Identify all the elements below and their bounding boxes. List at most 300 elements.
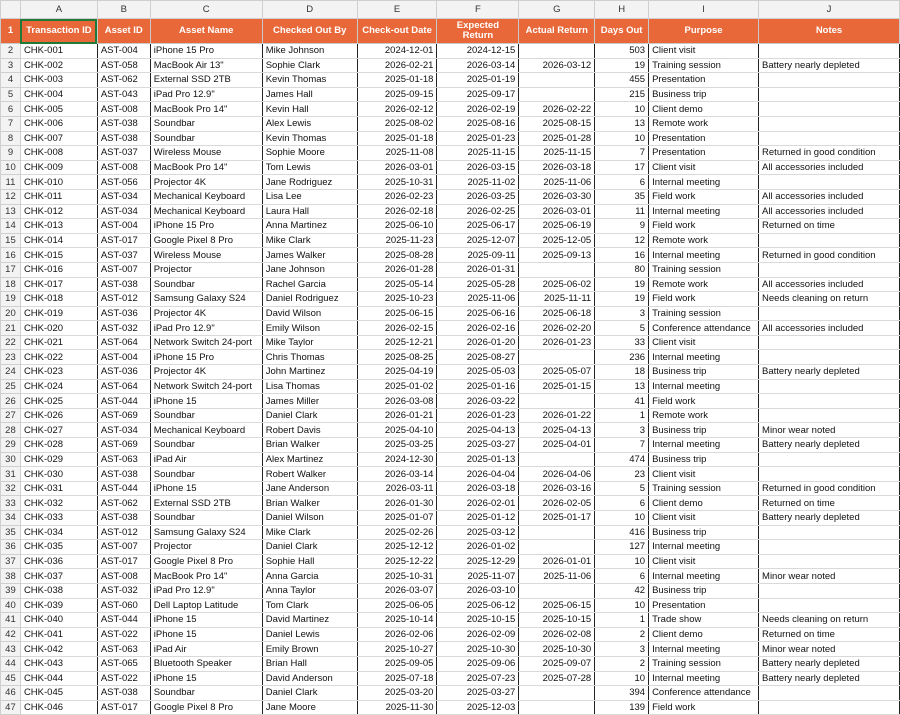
cell[interactable]: Presentation — [649, 598, 759, 613]
row-number[interactable]: 42 — [1, 627, 21, 642]
cell[interactable]: 2025-10-15 — [437, 613, 519, 628]
column-letter-g[interactable]: G — [519, 1, 595, 19]
cell[interactable]: 10 — [595, 102, 649, 117]
cell[interactable]: 2025-05-28 — [437, 277, 519, 292]
cell[interactable]: 2025-11-02 — [437, 175, 519, 190]
cell[interactable]: 394 — [595, 686, 649, 701]
cell[interactable]: Dell Laptop Latitude — [150, 598, 262, 613]
cell[interactable]: AST-004 — [97, 44, 150, 59]
cell[interactable]: Conference attendance — [649, 686, 759, 701]
header-cell[interactable]: Purpose — [649, 19, 759, 44]
cell[interactable]: Soundbar — [150, 408, 262, 423]
header-cell[interactable]: Check-out Date — [357, 19, 437, 44]
row-number[interactable]: 6 — [1, 102, 21, 117]
row-number[interactable]: 37 — [1, 554, 21, 569]
cell[interactable]: 2026-01-31 — [437, 262, 519, 277]
cell[interactable]: 127 — [595, 540, 649, 555]
cell[interactable]: Remote work — [649, 277, 759, 292]
row-number[interactable]: 27 — [1, 408, 21, 423]
cell[interactable]: iPad Pro 12.9" — [150, 87, 262, 102]
row-number[interactable]: 4 — [1, 73, 21, 88]
cell[interactable] — [759, 131, 900, 146]
cell[interactable]: Projector 4K — [150, 306, 262, 321]
cell[interactable]: AST-004 — [97, 219, 150, 234]
cell[interactable]: Brian Walker — [262, 496, 357, 511]
cell[interactable]: CHK-004 — [20, 87, 97, 102]
header-cell[interactable]: Asset ID — [97, 19, 150, 44]
cell[interactable] — [519, 350, 595, 365]
cell[interactable]: Internal meeting — [649, 671, 759, 686]
cell[interactable]: 2025-12-22 — [357, 554, 437, 569]
cell[interactable]: AST-056 — [97, 175, 150, 190]
cell[interactable] — [759, 116, 900, 131]
cell[interactable]: CHK-021 — [20, 335, 97, 350]
cell[interactable]: External SSD 2TB — [150, 73, 262, 88]
cell[interactable]: Internal meeting — [649, 379, 759, 394]
cell[interactable]: CHK-003 — [20, 73, 97, 88]
cell[interactable]: 2026-02-20 — [519, 321, 595, 336]
cell[interactable]: CHK-008 — [20, 146, 97, 161]
cell[interactable]: 2026-02-05 — [519, 496, 595, 511]
cell[interactable]: AST-012 — [97, 525, 150, 540]
cell[interactable]: Jane Rodriguez — [262, 175, 357, 190]
cell[interactable]: 2026-03-11 — [357, 481, 437, 496]
cell[interactable]: 2026-02-22 — [519, 102, 595, 117]
cell[interactable]: AST-034 — [97, 204, 150, 219]
row-number[interactable]: 12 — [1, 189, 21, 204]
row-number[interactable]: 10 — [1, 160, 21, 175]
cell[interactable]: CHK-030 — [20, 467, 97, 482]
cell[interactable]: Projector — [150, 540, 262, 555]
header-cell[interactable]: Checked Out By — [262, 19, 357, 44]
cell[interactable]: 2026-03-10 — [437, 583, 519, 598]
cell[interactable]: iPhone 15 Pro — [150, 219, 262, 234]
cell[interactable]: Client visit — [649, 160, 759, 175]
cell[interactable]: 33 — [595, 335, 649, 350]
cell[interactable]: 2025-06-15 — [357, 306, 437, 321]
cell[interactable]: CHK-044 — [20, 671, 97, 686]
cell[interactable]: Mike Clark — [262, 525, 357, 540]
cell[interactable]: Daniel Clark — [262, 540, 357, 555]
header-cell[interactable]: Actual Return — [519, 19, 595, 44]
cell[interactable]: David Anderson — [262, 671, 357, 686]
cell[interactable]: Conference attendance — [649, 321, 759, 336]
cell[interactable]: Soundbar — [150, 277, 262, 292]
cell[interactable]: 2026-02-16 — [437, 321, 519, 336]
cell[interactable]: David Martinez — [262, 613, 357, 628]
cell[interactable]: 2025-11-15 — [519, 146, 595, 161]
cell[interactable]: 80 — [595, 262, 649, 277]
cell[interactable]: 2025-06-16 — [437, 306, 519, 321]
cell[interactable]: 2025-05-07 — [519, 365, 595, 380]
cell[interactable]: 2025-11-07 — [437, 569, 519, 584]
cell[interactable]: 2025-01-23 — [437, 131, 519, 146]
cell[interactable]: Returned on time — [759, 627, 900, 642]
cell[interactable]: Returned in good condition — [759, 481, 900, 496]
cell[interactable] — [759, 262, 900, 277]
row-number[interactable]: 31 — [1, 467, 21, 482]
cell[interactable]: All accessories included — [759, 160, 900, 175]
header-cell[interactable]: Transaction ID — [20, 19, 97, 44]
cell[interactable]: 2025-07-18 — [357, 671, 437, 686]
cell[interactable]: 2026-02-21 — [357, 58, 437, 73]
cell[interactable]: Client demo — [649, 102, 759, 117]
cell[interactable]: Wireless Mouse — [150, 248, 262, 263]
cell[interactable]: 2025-10-23 — [357, 292, 437, 307]
cell[interactable]: 2026-02-09 — [437, 627, 519, 642]
cell[interactable]: Anna Martinez — [262, 219, 357, 234]
row-number[interactable]: 5 — [1, 87, 21, 102]
cell[interactable]: 2025-01-19 — [437, 73, 519, 88]
cell[interactable]: Internal meeting — [649, 642, 759, 657]
cell[interactable]: Returned in good condition — [759, 248, 900, 263]
cell[interactable] — [759, 540, 900, 555]
cell[interactable]: iPhone 15 Pro — [150, 44, 262, 59]
cell[interactable]: 2025-01-17 — [519, 511, 595, 526]
cell[interactable]: 2025-12-12 — [357, 540, 437, 555]
cell[interactable]: 455 — [595, 73, 649, 88]
row-number[interactable]: 25 — [1, 379, 21, 394]
cell[interactable]: Lisa Thomas — [262, 379, 357, 394]
cell[interactable]: AST-037 — [97, 146, 150, 161]
cell[interactable]: 18 — [595, 365, 649, 380]
cell[interactable]: 2026-01-28 — [357, 262, 437, 277]
cell[interactable]: AST-036 — [97, 306, 150, 321]
cell[interactable]: Business trip — [649, 525, 759, 540]
cell[interactable]: 2025-06-10 — [357, 219, 437, 234]
cell[interactable]: 2025-11-08 — [357, 146, 437, 161]
cell[interactable] — [519, 686, 595, 701]
cell[interactable]: Anna Garcia — [262, 569, 357, 584]
cell[interactable]: CHK-043 — [20, 656, 97, 671]
cell[interactable]: Mike Clark — [262, 233, 357, 248]
cell[interactable]: 2026-01-02 — [437, 540, 519, 555]
cell[interactable] — [759, 598, 900, 613]
cell[interactable]: iPad Air — [150, 452, 262, 467]
cell[interactable]: CHK-019 — [20, 306, 97, 321]
cell[interactable]: CHK-038 — [20, 583, 97, 598]
cell[interactable]: 2026-02-01 — [437, 496, 519, 511]
cell[interactable]: iPhone 15 — [150, 613, 262, 628]
row-number[interactable]: 26 — [1, 394, 21, 409]
cell[interactable]: 2026-01-23 — [519, 335, 595, 350]
cell[interactable] — [759, 306, 900, 321]
cell[interactable]: 6 — [595, 175, 649, 190]
cell[interactable]: AST-069 — [97, 408, 150, 423]
cell[interactable]: AST-037 — [97, 248, 150, 263]
cell[interactable]: CHK-001 — [20, 44, 97, 59]
cell[interactable] — [519, 700, 595, 715]
cell[interactable] — [519, 525, 595, 540]
header-cell[interactable]: Asset Name — [150, 19, 262, 44]
row-number[interactable]: 32 — [1, 481, 21, 496]
cell[interactable]: 2025-01-12 — [437, 511, 519, 526]
cell[interactable]: Business trip — [649, 452, 759, 467]
row-number[interactable]: 8 — [1, 131, 21, 146]
cell[interactable] — [759, 87, 900, 102]
cell[interactable]: MacBook Pro 14" — [150, 102, 262, 117]
cell[interactable]: Returned on time — [759, 219, 900, 234]
cell[interactable]: 10 — [595, 671, 649, 686]
cell[interactable]: 2025-05-03 — [437, 365, 519, 380]
cell[interactable]: CHK-039 — [20, 598, 97, 613]
cell[interactable]: Presentation — [649, 146, 759, 161]
cell[interactable]: 2026-01-22 — [519, 408, 595, 423]
cell[interactable]: 2025-11-06 — [437, 292, 519, 307]
row-number[interactable]: 7 — [1, 116, 21, 131]
cell[interactable]: 2 — [595, 656, 649, 671]
row-number[interactable]: 21 — [1, 321, 21, 336]
cell[interactable]: AST-038 — [97, 277, 150, 292]
cell[interactable]: External SSD 2TB — [150, 496, 262, 511]
cell[interactable]: Needs cleaning on return — [759, 292, 900, 307]
cell[interactable]: AST-065 — [97, 656, 150, 671]
cell[interactable]: CHK-020 — [20, 321, 97, 336]
cell[interactable]: Training session — [649, 656, 759, 671]
cell[interactable]: Brian Walker — [262, 438, 357, 453]
cell[interactable]: CHK-010 — [20, 175, 97, 190]
row-number[interactable]: 19 — [1, 292, 21, 307]
cell[interactable]: John Martinez — [262, 365, 357, 380]
cell[interactable]: CHK-033 — [20, 511, 97, 526]
cell[interactable]: AST-038 — [97, 686, 150, 701]
cell[interactable]: 12 — [595, 233, 649, 248]
cell[interactable]: AST-069 — [97, 438, 150, 453]
cell[interactable]: Field work — [649, 189, 759, 204]
row-number[interactable]: 23 — [1, 350, 21, 365]
cell[interactable]: Sophie Hall — [262, 554, 357, 569]
row-number[interactable]: 11 — [1, 175, 21, 190]
cell[interactable]: Network Switch 24-port — [150, 335, 262, 350]
cell[interactable]: Client visit — [649, 511, 759, 526]
cell[interactable]: 2024-12-30 — [357, 452, 437, 467]
cell[interactable]: Jane Johnson — [262, 262, 357, 277]
cell[interactable]: Client visit — [649, 467, 759, 482]
cell[interactable]: Wireless Mouse — [150, 146, 262, 161]
cell[interactable] — [759, 686, 900, 701]
cell[interactable]: AST-044 — [97, 481, 150, 496]
cell[interactable]: 2026-04-06 — [519, 467, 595, 482]
row-number[interactable]: 33 — [1, 496, 21, 511]
cell[interactable]: CHK-034 — [20, 525, 97, 540]
cell[interactable]: David Wilson — [262, 306, 357, 321]
cell[interactable]: Presentation — [649, 131, 759, 146]
cell[interactable]: 2025-01-16 — [437, 379, 519, 394]
header-cell[interactable]: Days Out — [595, 19, 649, 44]
cell[interactable]: CHK-022 — [20, 350, 97, 365]
cell[interactable]: 2025-04-10 — [357, 423, 437, 438]
cell[interactable]: 2025-09-13 — [519, 248, 595, 263]
cell[interactable]: 19 — [595, 292, 649, 307]
cell[interactable]: Business trip — [649, 87, 759, 102]
cell[interactable]: 2026-02-25 — [437, 204, 519, 219]
cell[interactable]: Rachel Garcia — [262, 277, 357, 292]
cell[interactable]: Client demo — [649, 496, 759, 511]
cell[interactable]: 2025-03-25 — [357, 438, 437, 453]
cell[interactable]: All accessories included — [759, 321, 900, 336]
cell[interactable]: CHK-017 — [20, 277, 97, 292]
cell[interactable] — [759, 175, 900, 190]
cell[interactable]: AST-038 — [97, 511, 150, 526]
cell[interactable]: 2025-02-26 — [357, 525, 437, 540]
row-number[interactable]: 35 — [1, 525, 21, 540]
cell[interactable]: CHK-026 — [20, 408, 97, 423]
cell[interactable]: 10 — [595, 511, 649, 526]
cell[interactable]: Lisa Lee — [262, 189, 357, 204]
cell[interactable]: AST-064 — [97, 335, 150, 350]
cell[interactable]: Internal meeting — [649, 438, 759, 453]
cell[interactable]: 2025-11-15 — [437, 146, 519, 161]
cell[interactable]: 11 — [595, 204, 649, 219]
cell[interactable]: 2026-03-18 — [437, 481, 519, 496]
cell[interactable]: 139 — [595, 700, 649, 715]
cell[interactable]: Battery nearly depleted — [759, 656, 900, 671]
cell[interactable]: 6 — [595, 569, 649, 584]
cell[interactable]: 13 — [595, 116, 649, 131]
cell[interactable]: 2026-02-06 — [357, 627, 437, 642]
cell[interactable]: 2026-03-12 — [519, 58, 595, 73]
cell[interactable]: 2025-06-05 — [357, 598, 437, 613]
cell[interactable]: 2026-02-19 — [437, 102, 519, 117]
cell[interactable]: Samsung Galaxy S24 — [150, 292, 262, 307]
cell[interactable]: iPhone 15 — [150, 394, 262, 409]
cell[interactable]: 2025-06-12 — [437, 598, 519, 613]
cell[interactable]: CHK-023 — [20, 365, 97, 380]
cell[interactable] — [519, 262, 595, 277]
cell[interactable]: CHK-016 — [20, 262, 97, 277]
cell[interactable]: Field work — [649, 292, 759, 307]
cell[interactable]: iPhone 15 — [150, 627, 262, 642]
cell[interactable]: 2026-02-18 — [357, 204, 437, 219]
cell[interactable]: Field work — [649, 700, 759, 715]
cell[interactable]: AST-007 — [97, 262, 150, 277]
cell[interactable]: All accessories included — [759, 204, 900, 219]
cell[interactable]: 2025-11-23 — [357, 233, 437, 248]
cell[interactable]: AST-007 — [97, 540, 150, 555]
cell[interactable]: 503 — [595, 44, 649, 59]
cell[interactable]: AST-008 — [97, 102, 150, 117]
cell[interactable]: AST-064 — [97, 379, 150, 394]
cell[interactable]: 2025-07-28 — [519, 671, 595, 686]
cell[interactable]: CHK-005 — [20, 102, 97, 117]
cell[interactable]: Robert Walker — [262, 467, 357, 482]
cell[interactable]: 2026-01-23 — [437, 408, 519, 423]
cell[interactable]: Business trip — [649, 583, 759, 598]
cell[interactable]: Training session — [649, 481, 759, 496]
cell[interactable]: Daniel Rodriguez — [262, 292, 357, 307]
cell[interactable]: Daniel Lewis — [262, 627, 357, 642]
cell[interactable]: 16 — [595, 248, 649, 263]
cell[interactable] — [759, 73, 900, 88]
row-number[interactable]: 17 — [1, 262, 21, 277]
cell[interactable]: Battery nearly depleted — [759, 58, 900, 73]
cell[interactable]: AST-036 — [97, 365, 150, 380]
cell[interactable]: 2026-03-14 — [437, 58, 519, 73]
cell[interactable]: 10 — [595, 131, 649, 146]
cell[interactable]: 2025-09-06 — [437, 656, 519, 671]
cell[interactable]: 2025-01-18 — [357, 73, 437, 88]
cell[interactable]: Tom Clark — [262, 598, 357, 613]
cell[interactable]: Emily Brown — [262, 642, 357, 657]
cell[interactable] — [519, 452, 595, 467]
cell[interactable]: Laura Hall — [262, 204, 357, 219]
cell[interactable]: 2026-04-04 — [437, 467, 519, 482]
cell[interactable]: 1 — [595, 613, 649, 628]
cell[interactable]: 2026-03-07 — [357, 583, 437, 598]
cell[interactable]: CHK-041 — [20, 627, 97, 642]
cell[interactable]: CHK-007 — [20, 131, 97, 146]
cell[interactable]: Jane Moore — [262, 700, 357, 715]
cell[interactable]: 2025-09-07 — [519, 656, 595, 671]
cell[interactable]: Minor wear noted — [759, 569, 900, 584]
cell[interactable]: Anna Taylor — [262, 583, 357, 598]
cell[interactable]: Client visit — [649, 44, 759, 59]
cell[interactable] — [759, 700, 900, 715]
cell[interactable]: Client visit — [649, 335, 759, 350]
cell[interactable]: CHK-036 — [20, 554, 97, 569]
cell[interactable]: 2025-10-31 — [357, 175, 437, 190]
cell[interactable]: 6 — [595, 496, 649, 511]
cell[interactable]: Google Pixel 8 Pro — [150, 554, 262, 569]
cell[interactable]: Battery nearly depleted — [759, 365, 900, 380]
cell[interactable]: 474 — [595, 452, 649, 467]
cell[interactable]: AST-008 — [97, 160, 150, 175]
header-cell[interactable]: Notes — [759, 19, 900, 44]
cell[interactable]: 2025-01-07 — [357, 511, 437, 526]
cell[interactable]: Mike Johnson — [262, 44, 357, 59]
cell[interactable] — [759, 554, 900, 569]
cell[interactable]: James Hall — [262, 87, 357, 102]
cell[interactable]: Minor wear noted — [759, 642, 900, 657]
cell[interactable]: Field work — [649, 219, 759, 234]
row-number[interactable]: 20 — [1, 306, 21, 321]
cell[interactable]: CHK-042 — [20, 642, 97, 657]
cell[interactable] — [519, 44, 595, 59]
row-number[interactable]: 15 — [1, 233, 21, 248]
cell[interactable]: AST-032 — [97, 583, 150, 598]
cell[interactable]: AST-022 — [97, 627, 150, 642]
cell[interactable]: Soundbar — [150, 686, 262, 701]
cell[interactable] — [759, 379, 900, 394]
cell[interactable]: Trade show — [649, 613, 759, 628]
row-number[interactable]: 14 — [1, 219, 21, 234]
row-number[interactable]: 41 — [1, 613, 21, 628]
cell[interactable]: Kevin Hall — [262, 102, 357, 117]
cell[interactable]: 2026-01-30 — [357, 496, 437, 511]
cell[interactable]: CHK-002 — [20, 58, 97, 73]
cell[interactable]: 2025-11-06 — [519, 569, 595, 584]
cell[interactable]: 2026-03-08 — [357, 394, 437, 409]
cell[interactable]: iPhone 15 — [150, 481, 262, 496]
cell[interactable]: 2025-04-01 — [519, 438, 595, 453]
cell[interactable]: 2025-12-07 — [437, 233, 519, 248]
cell[interactable] — [759, 44, 900, 59]
row-number[interactable]: 29 — [1, 438, 21, 453]
cell[interactable] — [759, 525, 900, 540]
cell[interactable]: CHK-006 — [20, 116, 97, 131]
cell[interactable]: 2025-08-15 — [519, 116, 595, 131]
cell[interactable]: 2025-11-06 — [519, 175, 595, 190]
cell[interactable]: CHK-031 — [20, 481, 97, 496]
cell[interactable]: MacBook Air 13" — [150, 58, 262, 73]
cell[interactable]: Internal meeting — [649, 540, 759, 555]
cell[interactable]: Daniel Clark — [262, 408, 357, 423]
cell[interactable]: 2025-01-02 — [357, 379, 437, 394]
cell[interactable]: 2025-06-18 — [519, 306, 595, 321]
cell[interactable]: 2025-03-27 — [437, 438, 519, 453]
cell[interactable]: 2025-08-25 — [357, 350, 437, 365]
cell[interactable]: Alex Martinez — [262, 452, 357, 467]
